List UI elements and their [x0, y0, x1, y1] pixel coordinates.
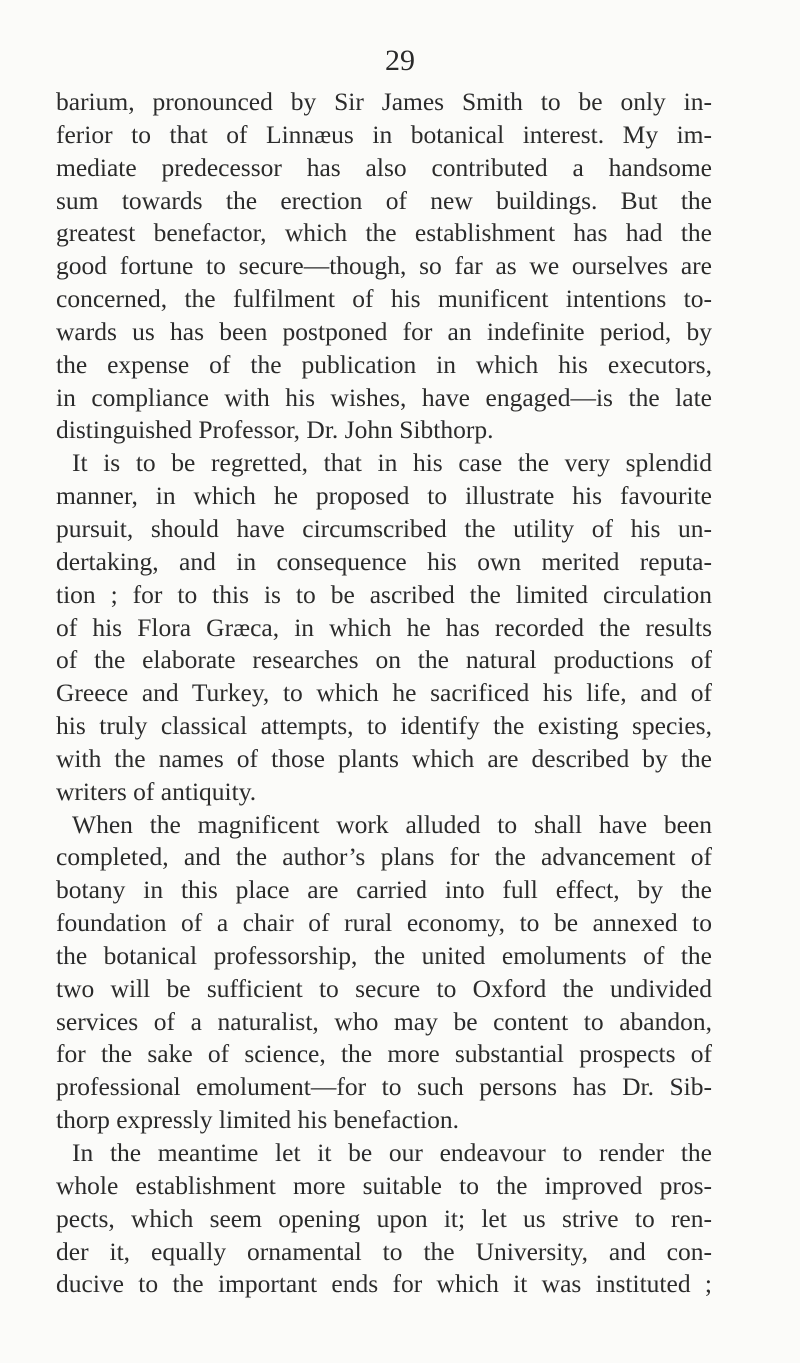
text-line: dertaking, and in consequence his own merited reputa-	[56, 546, 712, 576]
text-line: of his Flora Græca, in which he has recorded the results	[56, 612, 712, 642]
page-number: 29	[385, 44, 415, 77]
text-line: foundation of a chair of rural economy, to be annexed to	[56, 908, 712, 938]
paragraph-end-line: thorp expressly limited his benefaction.	[56, 1105, 459, 1135]
text-line: whole establishment more suitable to the improved pros-	[56, 1170, 712, 1200]
text-line: two will be sufficient to secure to Oxford the undivided	[56, 973, 712, 1003]
text-line: for the sake of science, the more substantial prospects of	[56, 1039, 712, 1069]
text-line: tion ; for to this is to be ascribed the limited circulation	[56, 579, 712, 609]
text-line: services of a naturalist, who may be content to abandon,	[56, 1006, 712, 1036]
text-line: completed, and the author’s plans for the advancement of	[56, 842, 712, 872]
text-line: wards us has been postponed for an indefinite period, by	[56, 316, 712, 346]
text-line: pursuit, should have circumscribed the utility of his un-	[56, 513, 712, 543]
text-line: the expense of the publication in which his executors,	[56, 349, 712, 379]
paragraph-end-line: writers of antiquity.	[56, 776, 257, 806]
paragraph-start-line: In the meantime let it be our endeavour to render the	[72, 1138, 712, 1167]
text-line: the botanical professorship, the united emoluments of the	[56, 940, 712, 970]
paragraph-start-line: When the magnificent work alluded to shall have been	[72, 809, 712, 839]
text-line: der it, equally ornamental to the University, and con-	[56, 1236, 712, 1266]
text-line: good fortune to secure—though, so far as we ourselves are	[56, 251, 712, 281]
body-text	[56, 86, 712, 1301]
text-line: in compliance with his wishes, have engaged—is the late	[56, 382, 712, 412]
text-line: Greece and Turkey, to which he sacrificed his life, and of	[56, 678, 712, 708]
text-line: barium, pronounced by Sir James Smith to be only in-	[56, 87, 712, 116]
paragraph-end-line: distinguished Professor, Dr. John Sibthorp.	[56, 415, 494, 445]
text-line: professional emolument—for to such persons has Dr. Sib-	[56, 1072, 712, 1102]
text-line: botany in this place are carried into full effect, by the	[56, 875, 712, 905]
text-line: ducive to the important ends for which it was instituted ;	[56, 1269, 712, 1299]
text-line: mediate predecessor has also contributed a handsome	[56, 152, 712, 182]
text-line: sum towards the erection of new buildings. But the	[56, 185, 712, 215]
text-line: greatest benefactor, which the establishment has had the	[56, 218, 712, 248]
paragraph-start-line: It is to be regretted, that in his case the very splendid	[72, 448, 712, 478]
text-line: concerned, the fulfilment of his munificent intentions to-	[56, 284, 712, 314]
text-line: manner, in which he proposed to illustrate his favourite	[56, 481, 712, 511]
text-line: of the elaborate researches on the natural productions of	[56, 645, 712, 675]
text-line: with the names of those plants which are described by the	[56, 743, 712, 773]
text-line: his truly classical attempts, to identify the existing species,	[56, 711, 712, 741]
text-line: ferior to that of Linnæus in botanical interest. My im-	[56, 119, 712, 149]
text-line: pects, which seem opening upon it; let us strive to ren-	[56, 1203, 712, 1233]
